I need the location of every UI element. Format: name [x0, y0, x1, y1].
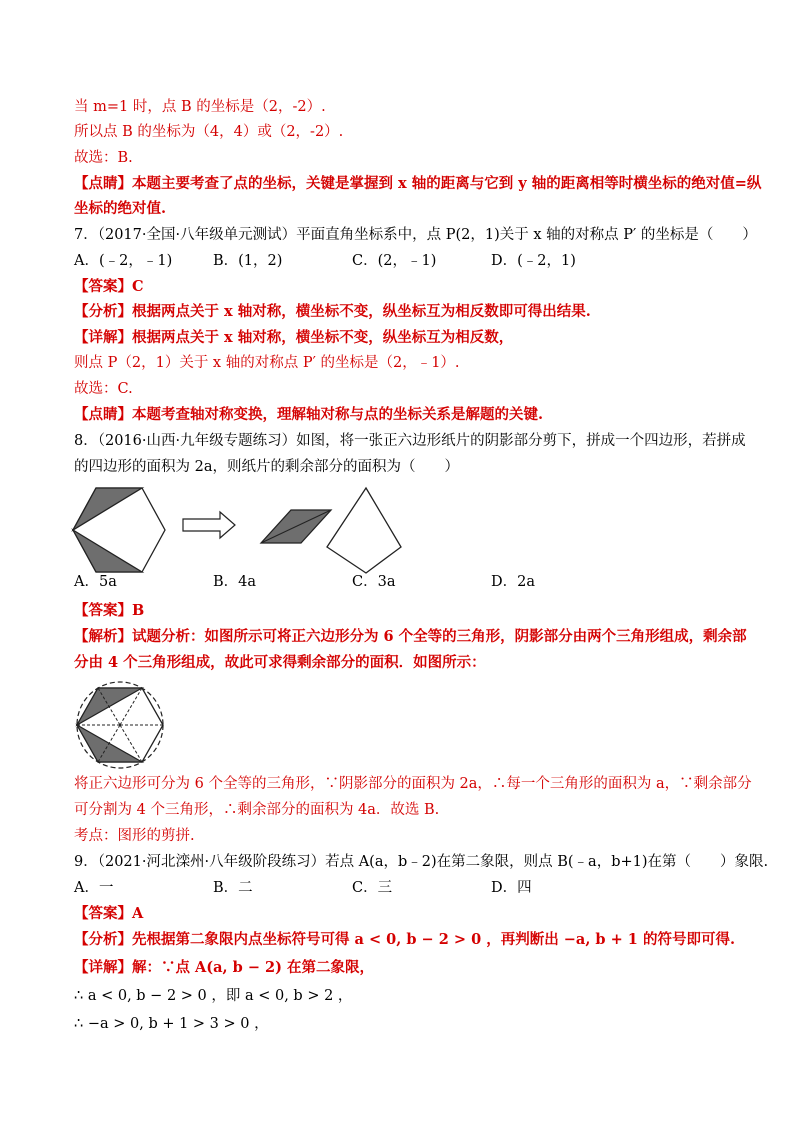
text-line: 所以点 B 的坐标为（4，4）或（2，-2）.: [74, 124, 344, 140]
option-b: B．(1，2): [213, 253, 283, 269]
option-c: C．(2，﹣1): [352, 253, 437, 269]
question-8: 8．（2016·山西·九年级专题练习）如图，将一张正六边形纸片的阴影部分剪下，拼成一个四边形，若拼成: [74, 433, 746, 449]
option-d: D．(﹣2，1): [491, 253, 576, 269]
text-line: 当 m=1 时，点 B 的坐标是（2，-2）.: [74, 99, 326, 115]
detail-text: 【详解】根据两点关于 x 轴对称，横坐标不变，纵坐标互为相反数，: [74, 329, 514, 346]
answer-label: 【答案】B: [74, 602, 145, 619]
text-line: 坐标的绝对值.: [74, 200, 167, 217]
option-d: D．四: [491, 880, 532, 896]
text-line: 故选：C.: [74, 381, 133, 397]
option-a: A．5a: [74, 574, 117, 590]
option-b: B．4a: [213, 574, 257, 590]
option-a: A．一: [74, 880, 114, 896]
question-8-cont: 的四边形的面积为 2a，则纸片的剩余部分的面积为（ ）: [74, 459, 459, 475]
option-b: B．二: [213, 880, 253, 896]
option-c: C．3a: [352, 574, 396, 590]
text-line: 故选：B.: [74, 150, 133, 166]
question-9: 9．（2021·河北滦州·八年级阶段练习）若点 A(a，b﹣2)在第二象限，则点 B(﹣a，b+1)在第（ ）象限.: [74, 854, 769, 870]
text-line: 将正六边形可分为 6 个全等的三角形，∵阴影部分的面积为 2a，∴每一个三角形的面积为 a，∵剩余部分: [74, 776, 752, 792]
detail-text: 【详解】解：∵点 A(a, b − 2) 在第二象限，: [74, 959, 375, 976]
text-line: 考点：图形的剪拼.: [74, 828, 195, 844]
option-c: C．三: [352, 880, 393, 896]
option-a: A．(﹣2，﹣1): [74, 253, 173, 269]
text-line: 则点 P（2，1）关于 x 轴的对称点 P′ 的坐标是（2，﹣1）.: [74, 355, 460, 371]
math-line: ∴ −a > 0, b + 1 > 3 > 0 ，: [74, 1016, 269, 1032]
hexagon-division-figure: [72, 680, 172, 770]
question-7: 7．（2017·全国·八年级单元测试）平面直角坐标系中，点 P(2，1)关于 x 轴的对称点 P′ 的坐标是（ ）: [74, 227, 757, 243]
text-line: 可分割为 4 个三角形，∴剩余部分的面积为 4a．故选 B.: [74, 802, 440, 818]
analysis-text: 【分析】先根据第二象限内点坐标符号可得 a < 0, b − 2 > 0 ，再判断出 −a, b + 1 的符号即可得.: [74, 931, 735, 948]
math-line: ∴ a < 0, b − 2 > 0 ，即 a < 0, b > 2 ，: [74, 988, 353, 1004]
answer-label: 【答案】C: [74, 278, 144, 295]
hexagon-figure: [72, 485, 412, 575]
solution-text: 【解析】试题分析：如图所示可将正六边形分为 6 个全等的三角形，阴影部分由两个三角形组成，剩余部: [74, 628, 747, 645]
analysis-text: 【分析】根据两点关于 x 轴对称，横坐标不变，纵坐标互为相反数即可得出结果.: [74, 303, 591, 320]
dianjing-note: 【点睛】本题考查轴对称变换，理解轴对称与点的坐标关系是解题的关键.: [74, 406, 544, 423]
option-d: D．2a: [491, 574, 535, 590]
answer-label: 【答案】A: [74, 905, 144, 922]
dianjing-note: 【点睛】本题主要考查了点的坐标，关键是掌握到 x 轴的距离与它到 y 轴的距离相等时横坐标的绝对值=纵: [74, 175, 762, 192]
solution-text: 分由 4 个三角形组成，故此可求得剩余部分的面积．如图所示：: [74, 654, 486, 671]
